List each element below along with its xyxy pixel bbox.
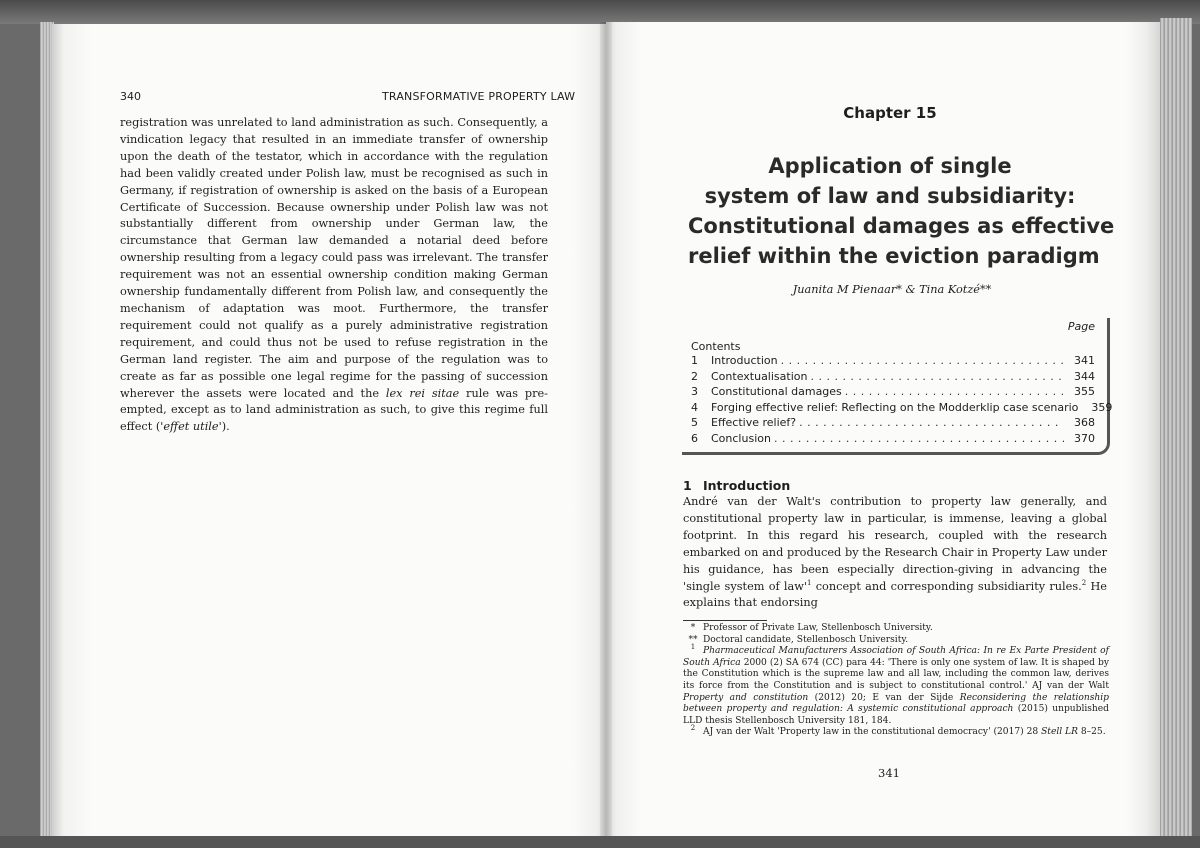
toc-entry-number: 2 [691,369,698,383]
section-number: 1 [683,478,692,493]
toc-entry-effective-relief[interactable] [691,416,1095,432]
toc-entry-constitutional-damages[interactable] [691,385,1095,401]
left-body-text [120,115,548,436]
italic-citation: Pharmaceutical Manufacturers Association of South Africa: In re Ex Parte President of South Africa [683,646,1109,668]
toc-entry-title: Constitutional damages [711,385,842,398]
footnote-text: 2000 (2) SA 674 (CC) para 44: 'There is only one system of law. It is shaped by the Constitution which is the supreme law and all law, including the common law, derives its force from the Constitution and is subject to constitutional control.' AJ van der Walt [683,657,1109,691]
running-title: TRANSFORMATIVE PROPERTY LAW [382,90,576,103]
toc-entry-title: Introduction [711,354,778,367]
section-title: Introduction [703,478,791,493]
toc-entry-number: 3 [691,385,698,398]
toc-entry-page: 359 [1091,400,1113,414]
toc-entries [691,354,1113,447]
body-text-run: registration was unrelated to land administration as such. Consequently, a vindication legacy that resulted in an immediate transfer of ownership upon the death of the testator, which in accordance with the regulation had been validly created under Polish law, must be recognised as such in Germany, if registration of ownership is asked on the basis of a European Certificate of Succession. Because ownership under Polish law was not substantially different from ownership under German law, the circumstance that German law demanded a notarial deed before ownership resulting from a legacy could pass was irrelevant. The transfer requirement was not an essential ownership condition making German ownership fundamentally different from Polish law, and consequently the mechanism of adaptation was moot. Furthermore, the transfer requirement could not qualify as a purely administrative registration requirement, and could thus not be used to refuse registration in the German land register. The aim and purpose of the regulation was to create as far as possible one legal regime for the passing of succession wherever the assets were located and the [120,116,548,400]
footnote-1: $^1$ Pharmaceutical Manufacturers Association of South Africa: In re Ex Parte President of South Africa 2000 (2) SA 674 (CC) para 44: 'There is only one system of law. It is shaped by the Constitution which is the supreme law and all law, including the common law, derives its force from the Constitution and is subject to constitutional control.' AJ van der Walt Property and constitution (2012) 20; E van der Sijde Reconsidering the relationship between property and regulation: A systemic constitutional approach (2015) unpublished LLD thesis Stellenbosch University 181, 184. [683,643,1109,726]
body-text-run: '). [218,420,230,434]
footnote-text: Doctoral candidate, Stellenbosch University. [703,634,909,645]
italic-citation: Reconsidering the relationship between property and regulation: A systemic constitutional approach [683,692,1109,715]
footnote-text: 8–25. [1077,727,1106,738]
title-line: Application of single [768,154,1012,178]
footnote-author-2 [683,635,1109,647]
authors: Juanita M Pienaar* & Tina Kotzé** [792,283,992,296]
toc-entry-conclusion[interactable] [691,432,1095,448]
table-of-contents [682,318,1113,454]
left-paragraph [120,115,548,436]
right-book-edge [1160,18,1192,840]
footnotes [683,623,1109,739]
body-text-run: rule was pre-empted, except as to land administration as such, to give this regime full effect (' [120,386,548,434]
footnote-reference[interactable]: 2 [1081,578,1087,587]
toc-dot-leader [845,385,1064,398]
footnote-text: (2015) unpublished LLD thesis Stellenbosch University 181, 184. [683,704,1109,726]
body-text-run: André van der Walt's contribution to property law generally, and constitutional property law in particular, is immense, leaving a global footprint. In this regard his research, coupled with the research embarked on and produced by the Research Chair in Property Law under his guidance, has been especially direction-giving in advancing the 'single system of law' [683,495,1107,593]
footnote-mark: * [690,623,696,633]
footnote-2: $^2$ AJ van der Walt 'Property law in the constitutional democracy' (2017) 28 Stell LR 8–25. [690,724,1106,738]
footnote-mark: ** [688,634,698,645]
introduction-paragraph [683,494,1107,612]
toc-entry-number: 5 [691,416,698,429]
title-line: relief within the eviction paradigm [688,244,1100,268]
chapter-label: Chapter 15 [843,104,937,122]
toc-entry-page: 368 [1074,416,1095,429]
toc-dot-leader [774,432,1064,445]
section-heading [683,478,790,493]
footnote-author-1 [683,623,1109,635]
toc-entry-page: 370 [1074,431,1095,445]
italic-citation: Stell LR [1041,727,1078,738]
italic-term: effet utile [163,420,219,434]
toc-entry-title: Conclusion [711,431,771,445]
toc-page-header: Page [1067,320,1095,333]
right-page-number: 341 [878,766,900,780]
footnote-reference[interactable]: 1 [807,578,812,587]
footnote-text: (2012) 20; E van der Sijde [808,692,960,703]
toc-dot-leader [810,370,1064,383]
toc-entry-number: 1 [691,354,698,367]
toc-entry-number: 4 [691,400,698,414]
title-line: Constitutional damages as effective [688,214,1115,238]
toc-dot-leader [781,354,1064,367]
body-text-run: concept and corresponding subsidiarity rules. [811,579,1082,593]
footnote-text: Professor of Private Law, Stellenbosch University. [703,623,933,633]
footnote-rule [683,620,767,621]
toc-entry-title: Forging effective relief: Reflecting on the Modderklip case scenario [711,400,1079,414]
toc-entry-page: 341 [1074,354,1095,367]
toc-entry-page: 355 [1074,385,1095,398]
left-page-number: 340 [120,90,141,103]
italic-term: lex rei sitae [385,386,460,400]
toc-entry-title: Contextualisation [711,369,808,383]
chapter-title [688,151,1115,271]
toc-contents-label: Contents [691,340,741,353]
right-body-text [683,494,1107,612]
toc-entry-number: 6 [691,431,698,445]
toc-dot-leader [799,416,1064,429]
toc-entry-title: Effective relief? [711,416,797,429]
toc-entry-page: 344 [1074,369,1095,383]
title-line: system of law and subsidiarity: [704,184,1076,208]
scan-background-bottom [0,836,1200,848]
scan-background-top [0,0,1200,24]
toc-entry-introduction[interactable] [691,354,1095,370]
book-gutter [600,22,612,838]
italic-citation: Property and constitution [683,692,809,703]
footnote-text: AJ van der Walt 'Property law in the constitutional democracy' (2017) 28 [703,727,1042,738]
body-text-run: He explains that endorsing [683,579,1107,610]
toc-entry-contextualisation[interactable] [691,370,1095,386]
toc-entry-forging-effective-relief[interactable] [691,400,1113,417]
